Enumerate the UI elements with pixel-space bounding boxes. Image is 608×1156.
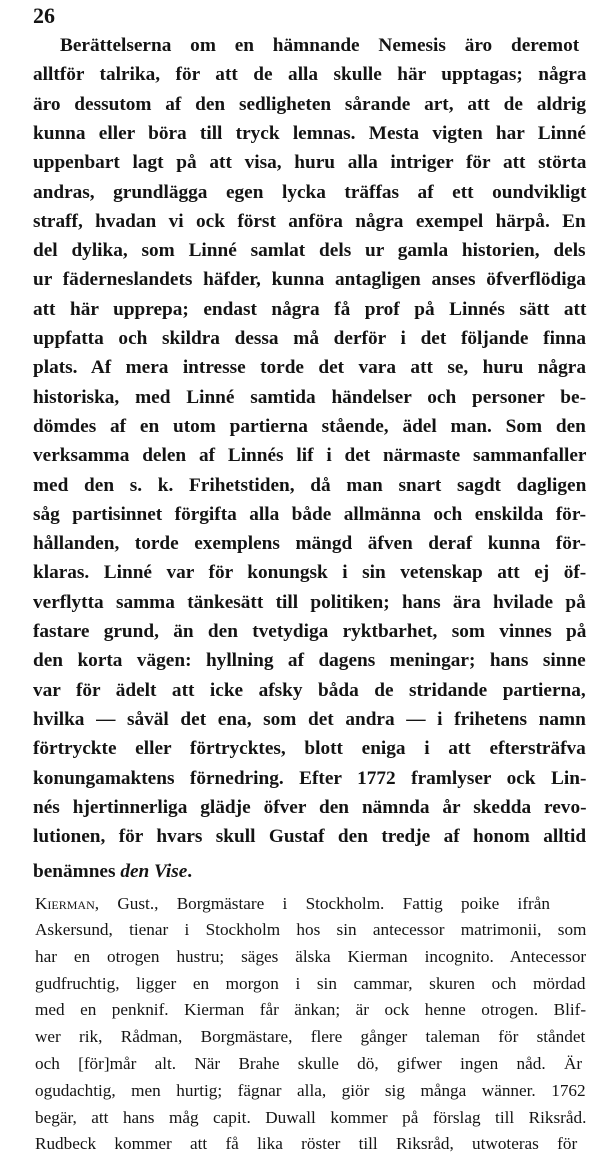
body-line (0, 678, 608, 703)
body-line (0, 180, 608, 205)
body-line-text: den korta vägen: hyllning af dagens meningar; hans sinne (33, 650, 586, 672)
body-line-text: äro dessutom af den sedligheten sårande art, att de aldrig (33, 93, 587, 115)
note-line (0, 1079, 608, 1103)
note-line (0, 945, 608, 969)
body-line-text: var för ädelt att icke afsky båda de stridande partierna, (33, 679, 586, 701)
body-last-line (0, 859, 608, 884)
body-line-text: verflytta samma tänkesätt till politiken; hans ära hvilade på (33, 591, 586, 613)
body-line (0, 560, 608, 585)
body-line-text: plats. Af mera intresse torde det vara att se, huru några (33, 357, 586, 379)
body-line (0, 121, 608, 146)
body-line (0, 150, 608, 175)
note-line-text: och [för]mår alt. När Brahe skulle dö, gifwer ingen nåd. Är (35, 1054, 583, 1073)
body-line-text: förtryckte eller förtrycktes, blott eniga i att eftersträfva (33, 738, 586, 760)
body-line (0, 824, 608, 849)
page-number: 26 (33, 3, 55, 28)
body-line-text: konungamaktens förnedring. Efter 1772 framlyser ock Lin- (33, 767, 587, 789)
body-line (0, 209, 608, 234)
body-line-text: fastare grund, än den tvetydiga ryktbarhet, som vinnes på (33, 621, 587, 642)
body-line-text: straff, hvadan vi ock först anföra några exempel härpå. En (33, 210, 586, 232)
body-line-text: hållanden, torde exemplens mängd äfven deraf kunna för- (33, 533, 587, 555)
body-line-text: del dylika, som Linné samlat dels ur gamla historien, dels (33, 240, 586, 262)
body-line (0, 326, 608, 351)
body-line (0, 355, 608, 380)
body-line (0, 62, 608, 87)
body-line (0, 385, 608, 410)
entry-first-line-rest: , Gust., Borgmästare i Stockholm. Fattig poike ifrån (94, 894, 550, 913)
note-line-text: ogudachtig, men hurtig; fägnar alla, giör sig många wänner. 1762 (35, 1080, 586, 1100)
body-line-text: alltför talrika, för att de alla skulle här upptagas; några (33, 64, 587, 86)
note-line-text: wer rik, Rådman, Borgmästare, flere gånger taleman för ståndet (35, 1027, 586, 1047)
body-line (0, 33, 608, 58)
body-line (0, 766, 608, 791)
body-line (0, 619, 608, 644)
body-last-line-text: benämnes (33, 861, 121, 882)
body-line-text: historiska, med Linné samtida händelser och personer be- (33, 386, 586, 408)
body-line (0, 648, 608, 673)
body-line-text: uppenbart lagt på att visa, huru alla intriger för att störta (33, 152, 587, 174)
note-line-text: Askersund, tienar i Stockholm hos sin antecessor matrimonii, som (35, 920, 587, 939)
body-line-text: dömdes af en utom partierna stående, ädel man. Som den (33, 415, 586, 437)
body-line (0, 531, 608, 556)
body-line (0, 795, 608, 820)
body-last-line-italic: den Vise (120, 861, 188, 882)
body-line-text: med den s. k. Frihetstiden, då man snart sagdt dagligen (33, 474, 587, 496)
body-line (0, 414, 608, 439)
body-line (0, 267, 608, 292)
body-line (0, 92, 608, 117)
body-line (0, 297, 608, 322)
body-line-text: andras, grundlägga egen lycka träffas af ett oundvikligt (33, 181, 587, 203)
body-line (0, 590, 608, 615)
body-line (0, 502, 608, 527)
body-line-text: kunna eller böra till tryck lemnas. Mesta vigten har Linné (33, 122, 586, 144)
note-line (0, 972, 608, 996)
body-line-text: nés hjertinnerliga glädje öfver den nämnda år skedda revo- (33, 796, 587, 818)
note-line (0, 998, 608, 1022)
note-line-text: begär, att hans måg capit. Duwall kommer på förslag till Riksråd. (35, 1107, 587, 1127)
body-line-text: lutionen, för hvars skull Gustaf den tredje af honom alltid (33, 826, 587, 848)
body-line (0, 707, 608, 732)
body-line-text: ur fäderneslandets häfder, kunna antagligen anses öfverflödiga (33, 269, 586, 291)
body-line-text: att här upprepa; endast några få prof på Linnés sätt att (33, 298, 587, 320)
note-line (0, 1132, 608, 1156)
note-line-text: Rudbeck kommer att få lika röster till Riksråd, utwoteras för (35, 1134, 578, 1154)
body-line-text: uppfatta och skildra dessa må derför i det följande finna (33, 328, 587, 349)
body-line (0, 473, 608, 498)
note-line-text: med en penknif. Kierman får änkan; är ock henne otrogen. Blif- (35, 1000, 587, 1020)
body-line (0, 443, 608, 468)
body-line-text: klaras. Linné var för konungsk i sin vetenskap att ej öf- (33, 562, 587, 584)
body-line-text: hvilka — såväl det ena, som det andra — i frihetens namn (33, 708, 586, 730)
note-line (0, 1052, 608, 1076)
note-line (0, 1025, 608, 1049)
note-line-text: har en otrogen hustru; säges älska Kierman incognito. Antecessor (35, 946, 587, 966)
note-line (0, 918, 608, 942)
body-line-text: såg partisinnet förgifta alla både allmänna och enskilda för- (33, 503, 587, 525)
body-line-text: verksamma delen af Linnés lif i det närmaste sammanfaller (33, 445, 587, 467)
note-entry-first-line (0, 892, 608, 916)
entry-name: Kierman (35, 894, 95, 913)
body-line-text: Berättelserna om en hämnande Nemesis äro deremot (60, 35, 580, 56)
note-line (0, 1106, 608, 1130)
body-line (0, 736, 608, 761)
body-line (0, 238, 608, 263)
note-line-text: gudfruchtig, ligger en morgon i sin cammar, skuren och mördad (35, 973, 586, 993)
body-last-line-end: . (187, 861, 193, 882)
